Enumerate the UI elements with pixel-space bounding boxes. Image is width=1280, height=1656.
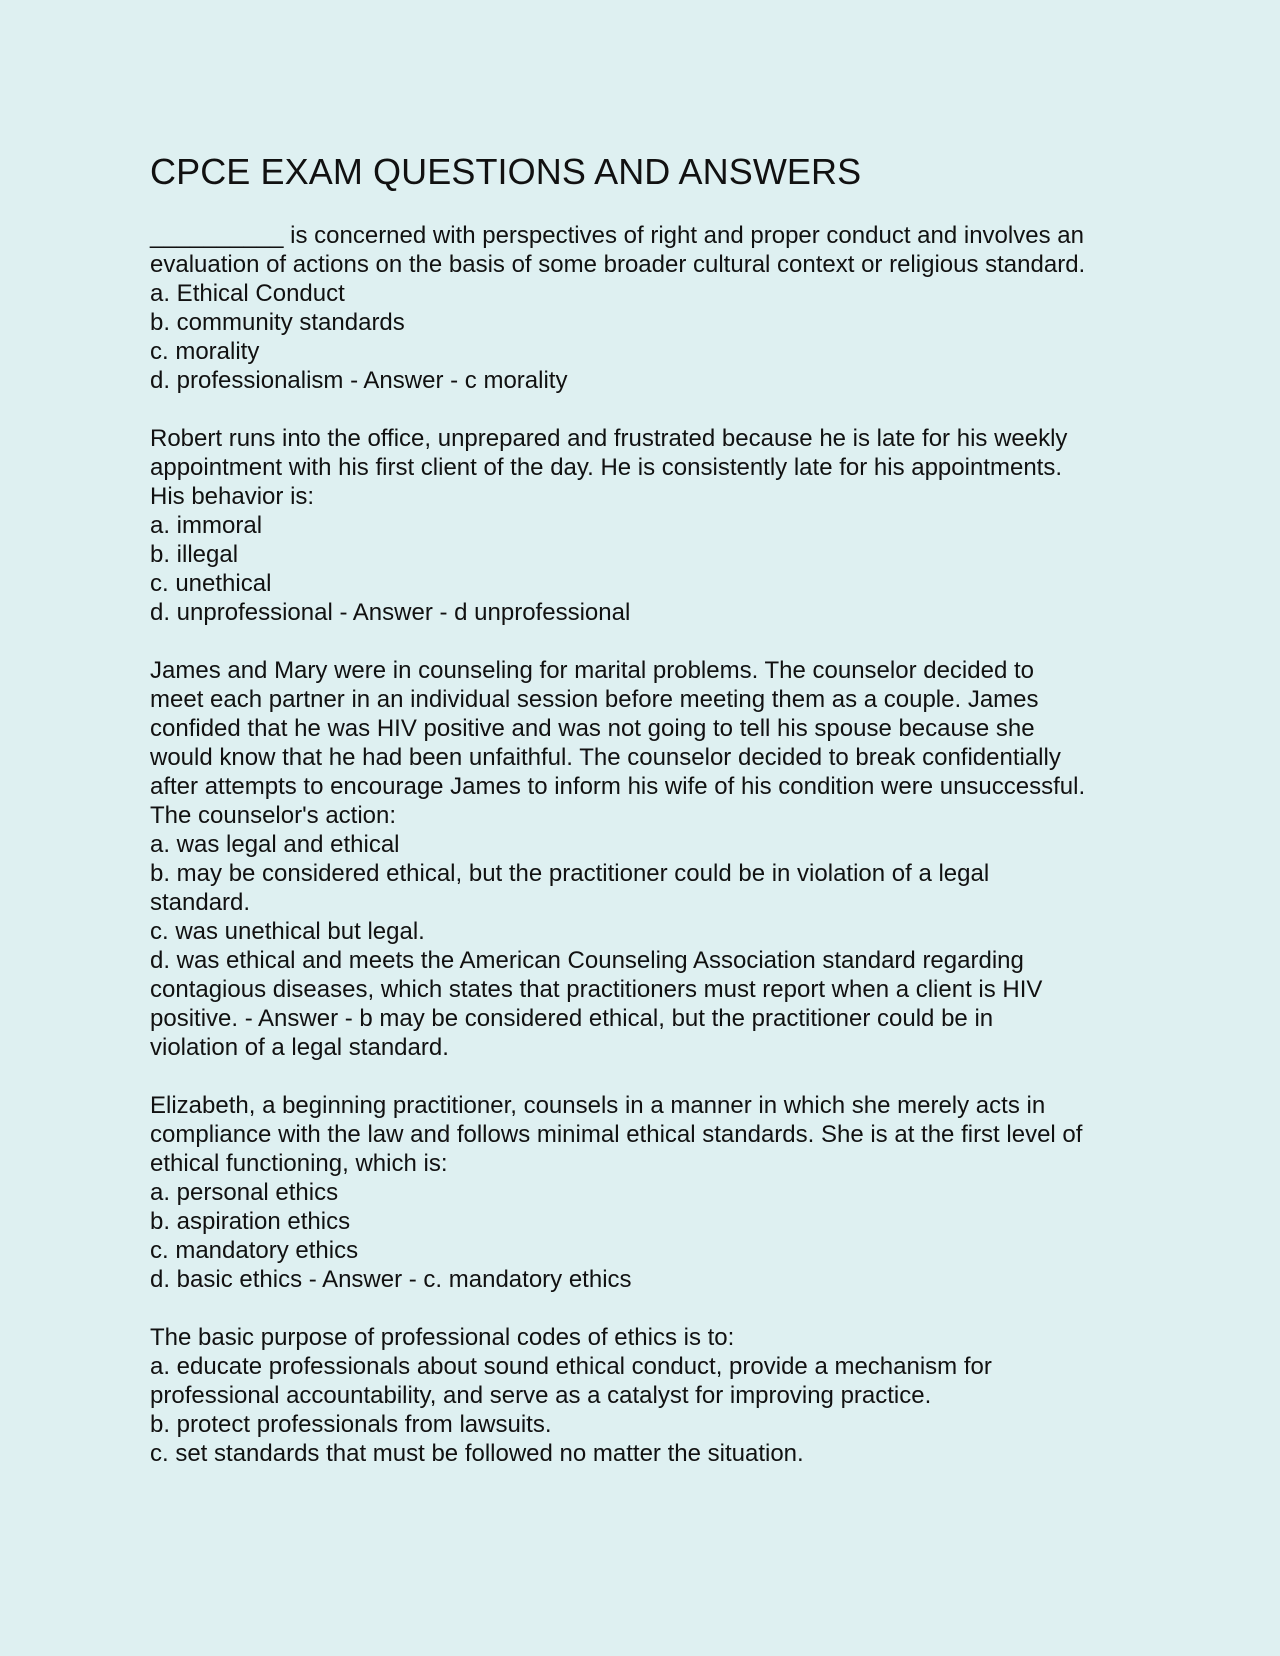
question-text: __________ is concerned with perspectives of right and proper conduct and involves an	[150, 222, 1084, 249]
question-text: appointment with his first client of the day. He is consistently late for his appointments.	[150, 454, 1062, 481]
answer-option: c. mandatory ethics	[150, 1237, 359, 1264]
answer-option: a. personal ethics	[150, 1179, 339, 1206]
answer-option-with-key: d. unprofessional - Answer - d unprofessional	[150, 599, 631, 626]
question-text: Robert runs into the office, unprepared and frustrated because he is late for his weekly	[150, 425, 1068, 452]
question-text: The counselor's action:	[150, 802, 397, 829]
answer-option: c. morality	[150, 338, 260, 365]
answer-option: a. Ethical Conduct	[150, 280, 345, 307]
question-text: would know that he had been unfaithful. The counselor decided to break confidentially	[150, 744, 1061, 771]
question-text: James and Mary were in counseling for marital problems. The counselor decided to	[150, 657, 1034, 684]
question-text: meet each partner in an individual session before meeting them as a couple. James	[150, 686, 1039, 713]
document-page	[150, 150, 1140, 1497]
answer-option: b. community standards	[150, 309, 405, 336]
question-block-5	[150, 1323, 1140, 1468]
answer-option: b. aspiration ethics	[150, 1208, 351, 1235]
answer-option: c. unethical	[150, 570, 272, 597]
answer-key: violation of a legal standard.	[150, 1034, 449, 1061]
question-text: after attempts to encourage James to inform his wife of his condition were unsuccessful.	[150, 773, 1086, 800]
question-text: confided that he was HIV positive and was not going to tell his spouse because she	[150, 715, 1035, 742]
question-text: Elizabeth, a beginning practitioner, counsels in a manner in which she merely acts in	[150, 1092, 1046, 1119]
answer-option: b. may be considered ethical, but the practitioner could be in violation of a legal	[150, 860, 990, 887]
answer-option: a. immoral	[150, 512, 263, 539]
answer-option: standard.	[150, 889, 251, 916]
answer-option: a. was legal and ethical	[150, 831, 400, 858]
question-text: The basic purpose of professional codes of ethics is to:	[150, 1324, 735, 1351]
answer-option: a. educate professionals about sound ethical conduct, provide a mechanism for	[150, 1353, 992, 1380]
question-block-1	[150, 221, 1140, 395]
question-text: compliance with the law and follows minimal ethical standards. She is at the first level of	[150, 1121, 1083, 1148]
answer-option: b. protect professionals from lawsuits.	[150, 1411, 552, 1438]
question-block-4	[150, 1091, 1140, 1294]
answer-option-with-key: positive. - Answer - b may be considered ethical, but the practitioner could be in	[150, 1005, 994, 1032]
answer-option: contagious diseases, which states that practitioners must report when a client is HIV	[150, 976, 1043, 1003]
question-list	[150, 221, 1140, 1468]
question-block-3	[150, 656, 1140, 1062]
question-text: evaluation of actions on the basis of some broader cultural context or religious standard.	[150, 251, 1086, 278]
answer-option: c. was unethical but legal.	[150, 918, 425, 945]
question-block-2	[150, 424, 1140, 627]
answer-option: c. set standards that must be followed no matter the situation.	[150, 1440, 804, 1467]
document-title: CPCE EXAM QUESTIONS AND ANSWERS	[150, 151, 862, 192]
answer-option: d. was ethical and meets the American Counseling Association standard regarding	[150, 947, 1024, 974]
question-text: His behavior is:	[150, 483, 315, 510]
answer-option: professional accountability, and serve as a catalyst for improving practice.	[150, 1382, 932, 1409]
answer-option: b. illegal	[150, 541, 239, 568]
answer-option-with-key: d. professionalism - Answer - c morality	[150, 367, 568, 394]
answer-option-with-key: d. basic ethics - Answer - c. mandatory ethics	[150, 1266, 632, 1293]
question-text: ethical functioning, which is:	[150, 1150, 448, 1177]
